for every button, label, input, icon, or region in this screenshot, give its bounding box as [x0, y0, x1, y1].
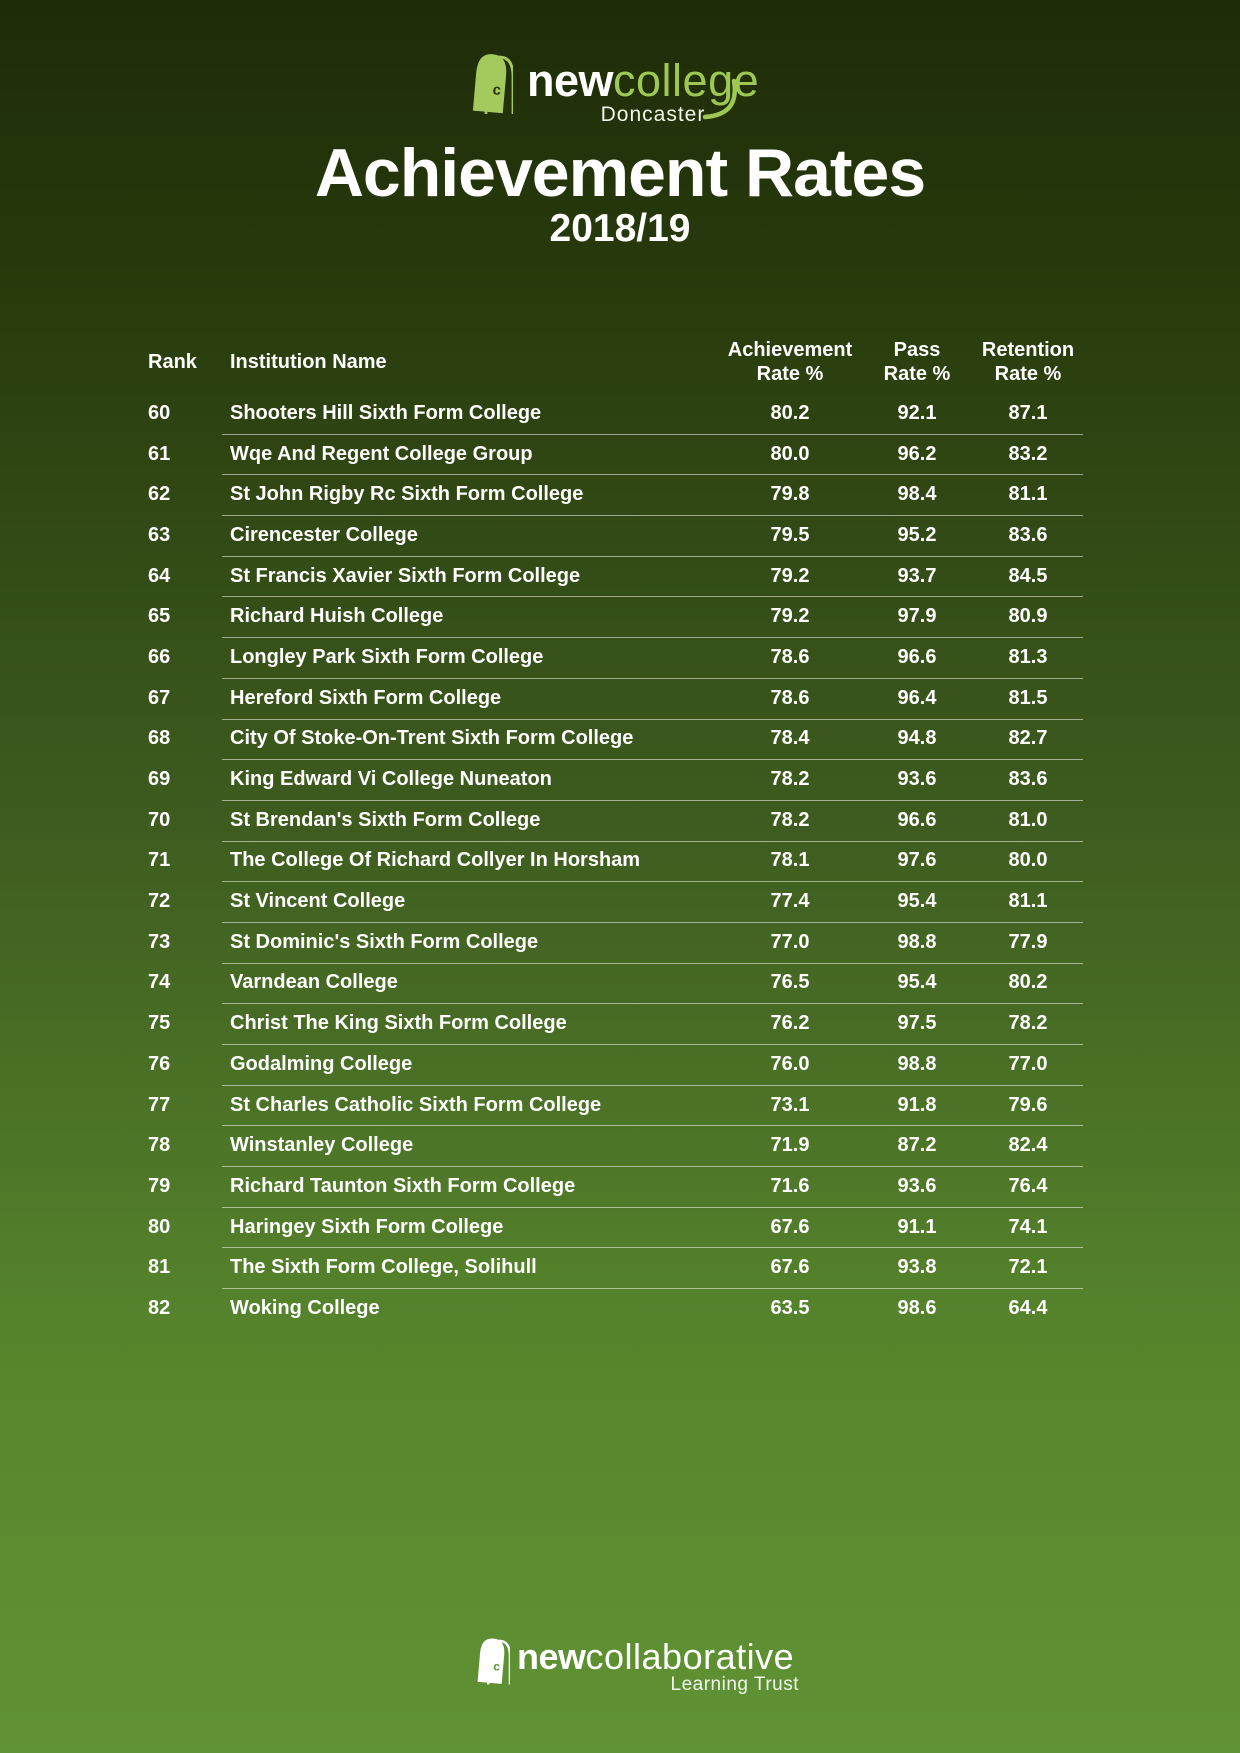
pass-cell: 96.6: [897, 645, 937, 668]
pass-cell: 91.1: [897, 1215, 937, 1238]
door-icon: [476, 1636, 510, 1686]
retention-cell: 80.0: [1008, 849, 1048, 872]
table-row: [140, 434, 1083, 475]
institution-cell: Woking College: [230, 1296, 380, 1319]
achievement-cell: 76.0: [770, 1052, 810, 1075]
rank-cell: 68: [148, 727, 171, 750]
rank-cell: 82: [148, 1296, 171, 1319]
institution-cell: Shooters Hill Sixth Form College: [230, 401, 542, 424]
achievement-cell: 63.5: [770, 1296, 810, 1319]
institution-cell: Cirencester College: [230, 523, 418, 546]
rank-cell: 66: [148, 645, 171, 668]
logo-swoosh: [701, 78, 741, 124]
table-row: [140, 1288, 1083, 1329]
table-row: [140, 1125, 1083, 1166]
logo-subword-doncaster: Doncaster: [600, 103, 706, 126]
retention-cell: 84.5: [1008, 564, 1048, 587]
institution-cell: Richard Huish College: [230, 605, 444, 628]
institution-cell: Christ The King Sixth Form College: [230, 1012, 567, 1035]
institution-cell: St Charles Catholic Sixth Form College: [230, 1093, 602, 1116]
achievement-cell: 73.1: [770, 1093, 810, 1116]
institution-cell: Hereford Sixth Form College: [230, 686, 502, 709]
rank-cell: 61: [148, 442, 171, 465]
pass-cell: 98.6: [897, 1296, 937, 1319]
retention-cell: 64.4: [1008, 1296, 1048, 1319]
achievement-table: [140, 338, 1083, 1329]
page-subtitle: 2018/19: [549, 207, 691, 250]
institution-cell: St Vincent College: [230, 890, 406, 913]
retention-cell: 81.5: [1008, 686, 1048, 709]
logo-wordmark: [517, 1638, 794, 1676]
achievement-cell: 71.9: [770, 1134, 810, 1157]
pass-cell: 96.4: [897, 686, 937, 709]
retention-cell: 72.1: [1008, 1256, 1048, 1279]
rank-cell: 74: [148, 971, 171, 994]
institution-cell: St Francis Xavier Sixth Form College: [230, 564, 581, 587]
institution-cell: St Dominic's Sixth Form College: [230, 930, 539, 953]
achievement-cell: 78.6: [770, 645, 810, 668]
achievement-cell: 79.2: [770, 605, 810, 628]
achievement-cell: 78.2: [770, 808, 810, 831]
svg-text:c: c: [492, 1659, 501, 1674]
institution-cell: Richard Taunton Sixth Form College: [230, 1174, 576, 1197]
retention-cell: 81.0: [1008, 808, 1048, 831]
header-achievement: Achievement Rate %: [727, 339, 853, 385]
achievement-cell: 79.2: [770, 564, 810, 587]
table-row: [140, 841, 1083, 882]
achievement-cell: 80.0: [770, 442, 810, 465]
logo-word-collaborative: collaborative: [585, 1636, 795, 1677]
table-row: [140, 719, 1083, 760]
pass-cell: 95.4: [897, 890, 937, 913]
retention-cell: 76.4: [1008, 1174, 1048, 1197]
pass-cell: 97.5: [897, 1012, 937, 1035]
rank-cell: 77: [148, 1093, 171, 1116]
retention-cell: 79.6: [1008, 1093, 1048, 1116]
achievement-cell: 77.4: [770, 890, 810, 913]
table-row: [140, 963, 1083, 1004]
institution-cell: Godalming College: [230, 1052, 413, 1075]
table-row: [140, 800, 1083, 841]
rank-cell: 70: [148, 808, 171, 831]
pass-cell: 87.2: [897, 1134, 937, 1157]
pass-cell: 95.4: [897, 971, 937, 994]
rank-cell: 75: [148, 1012, 171, 1035]
logo-subword-learning-trust: Learning Trust: [670, 1674, 799, 1695]
pass-cell: 97.9: [897, 605, 937, 628]
table-row: [140, 1247, 1083, 1288]
rank-cell: 76: [148, 1052, 171, 1075]
institution-cell: Varndean College: [230, 971, 398, 994]
rank-cell: 73: [148, 930, 171, 953]
svg-text:c: c: [491, 81, 502, 100]
institution-cell: City Of Stoke-On-Trent Sixth Form College: [230, 727, 634, 750]
table-row: [140, 1207, 1083, 1248]
retention-cell: 77.0: [1008, 1052, 1048, 1075]
header-pass: Pass Rate %: [883, 339, 951, 385]
institution-cell: Wqe And Regent College Group: [230, 442, 533, 465]
title-block: [0, 135, 1240, 250]
table-row: [140, 1003, 1083, 1044]
retention-cell: 77.9: [1008, 930, 1048, 953]
table-header-row: [140, 338, 1083, 386]
table-row: [140, 515, 1083, 556]
retention-cell: 82.4: [1008, 1134, 1048, 1157]
pass-cell: 97.6: [897, 849, 937, 872]
achievement-cell: 67.6: [770, 1256, 810, 1279]
rank-cell: 71: [148, 849, 171, 872]
achievement-cell: 67.6: [770, 1215, 810, 1238]
achievement-cell: 79.5: [770, 523, 810, 546]
retention-cell: 81.1: [1008, 890, 1048, 913]
logo-word-college: college: [613, 55, 760, 106]
table-row: [140, 393, 1083, 434]
header-retention: Retention Rate %: [981, 339, 1075, 385]
logo-word-new: new: [527, 55, 614, 106]
rank-cell: 64: [148, 564, 171, 587]
retention-cell: 87.1: [1008, 401, 1048, 424]
achievement-cell: 71.6: [770, 1174, 810, 1197]
achievement-cell: 78.4: [770, 727, 810, 750]
institution-cell: The Sixth Form College, Solihull: [230, 1256, 537, 1279]
institution-cell: St Brendan's Sixth Form College: [230, 808, 541, 831]
retention-cell: 83.6: [1008, 523, 1048, 546]
pass-cell: 94.8: [897, 727, 937, 750]
institution-cell: Longley Park Sixth Form College: [230, 645, 544, 668]
page-title: Achievement Rates: [314, 135, 926, 211]
header-institution: Institution Name: [230, 351, 387, 373]
rank-cell: 69: [148, 768, 171, 791]
table-row: [140, 678, 1083, 719]
pass-cell: 96.2: [897, 442, 937, 465]
retention-cell: 83.2: [1008, 442, 1048, 465]
table-row: [140, 1085, 1083, 1126]
pass-cell: 93.7: [897, 564, 937, 587]
retention-cell: 80.9: [1008, 605, 1048, 628]
achievement-cell: 78.2: [770, 768, 810, 791]
pass-cell: 93.8: [897, 1256, 937, 1279]
achievement-cell: 77.0: [770, 930, 810, 953]
achievement-cell: 78.1: [770, 849, 810, 872]
pass-cell: 93.6: [897, 768, 937, 791]
retention-cell: 83.6: [1008, 768, 1048, 791]
pass-cell: 98.8: [897, 930, 937, 953]
achievement-cell: 76.2: [770, 1012, 810, 1035]
rank-cell: 81: [148, 1256, 171, 1279]
pass-cell: 91.8: [897, 1093, 937, 1116]
retention-cell: 82.7: [1008, 727, 1048, 750]
rank-cell: 63: [148, 523, 171, 546]
table-row: [140, 881, 1083, 922]
institution-cell: Haringey Sixth Form College: [230, 1215, 504, 1238]
retention-cell: 80.2: [1008, 971, 1048, 994]
newcollege-logo: [471, 48, 791, 138]
pass-cell: 98.8: [897, 1052, 937, 1075]
table-row: [140, 1166, 1083, 1207]
header-rank: Rank: [148, 351, 197, 373]
retention-cell: 74.1: [1008, 1215, 1048, 1238]
newcollaborative-logo: [470, 1634, 810, 1698]
pass-cell: 92.1: [897, 401, 937, 424]
table-row: [140, 922, 1083, 963]
table-row: [140, 637, 1083, 678]
institution-cell: The College Of Richard Collyer In Horsham: [230, 849, 641, 872]
institution-cell: St John Rigby Rc Sixth Form College: [230, 483, 584, 506]
retention-cell: 81.1: [1008, 483, 1048, 506]
retention-cell: 81.3: [1008, 645, 1048, 668]
pass-cell: 96.6: [897, 808, 937, 831]
door-icon: [471, 50, 513, 116]
rank-cell: 62: [148, 483, 171, 506]
institution-cell: Winstanley College: [230, 1134, 414, 1157]
rank-cell: 60: [148, 401, 171, 424]
achievement-cell: 79.8: [770, 483, 810, 506]
table-row: [140, 759, 1083, 800]
rank-cell: 80: [148, 1215, 171, 1238]
rank-cell: 65: [148, 605, 171, 628]
rank-cell: 79: [148, 1174, 171, 1197]
achievement-cell: 76.5: [770, 971, 810, 994]
pass-cell: 95.2: [897, 523, 937, 546]
achievement-cell: 80.2: [770, 401, 810, 424]
logo-word-new: new: [517, 1636, 586, 1677]
table-row: [140, 596, 1083, 637]
table-row: [140, 1044, 1083, 1085]
rank-cell: 67: [148, 686, 171, 709]
institution-cell: King Edward Vi College Nuneaton: [230, 768, 552, 791]
rank-cell: 72: [148, 890, 171, 913]
pass-cell: 98.4: [897, 483, 937, 506]
pass-cell: 93.6: [897, 1174, 937, 1197]
achievement-cell: 78.6: [770, 686, 810, 709]
table-row: [140, 556, 1083, 597]
retention-cell: 78.2: [1008, 1012, 1048, 1035]
table-row: [140, 474, 1083, 515]
rank-cell: 78: [148, 1134, 171, 1157]
